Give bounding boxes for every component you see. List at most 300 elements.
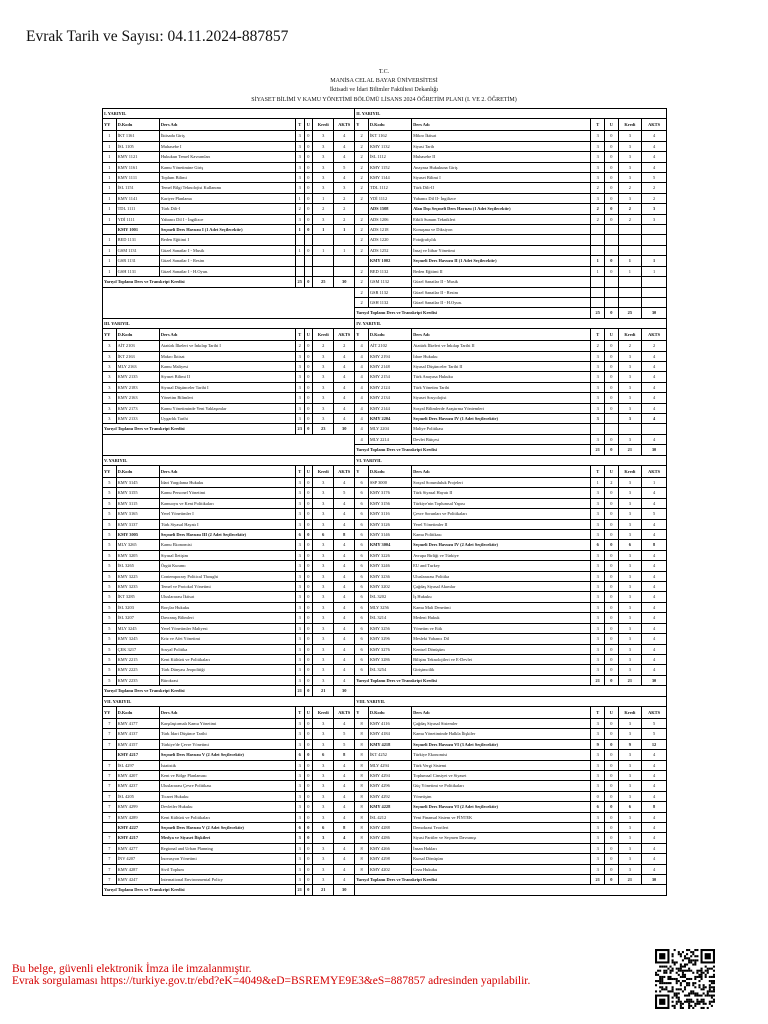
course-semester xyxy=(103,823,117,833)
course-row xyxy=(103,729,667,739)
course-practice: 0 xyxy=(605,183,619,193)
semester-total-value: 0 xyxy=(605,675,619,685)
course-row xyxy=(103,277,667,287)
course-semester: 5 xyxy=(103,561,117,571)
course-code: GSH 1132 xyxy=(368,297,411,307)
course-semester: 2 xyxy=(355,277,369,287)
course-name: Yönetim ve Etik xyxy=(412,623,591,633)
course-code: GSM 1131 xyxy=(116,245,159,255)
course-practice: 0 xyxy=(304,561,313,571)
course-practice: 0 xyxy=(605,509,619,519)
course-row xyxy=(103,403,667,413)
course-practice: 0 xyxy=(605,602,619,612)
course-code: KMY 2225 xyxy=(116,665,159,675)
course-code: ADS 1508 xyxy=(368,204,411,214)
course-theory: 3 xyxy=(591,592,605,602)
course-name: Mesleki Yabancı Dil xyxy=(412,634,591,644)
course-ects: 4 xyxy=(642,770,667,780)
course-code: İKT 2163 xyxy=(116,351,159,361)
empty-cell xyxy=(103,287,117,297)
course-row xyxy=(103,885,667,895)
semester-total-label: Yarıyıl Toplamı Ders ve Transkript Kredisi xyxy=(103,277,296,287)
column-header: AKTS xyxy=(642,706,667,718)
course-code: KMY 3205 xyxy=(116,550,159,560)
course-ects: 4 xyxy=(334,854,355,864)
course-row xyxy=(103,235,667,245)
semester-title-row xyxy=(103,109,667,119)
course-practice: 0 xyxy=(304,478,313,488)
course-practice: 0 xyxy=(304,613,313,623)
course-theory: 1 xyxy=(591,478,605,488)
course-semester: 5 xyxy=(103,571,117,581)
course-semester: 8 xyxy=(355,718,369,728)
course-theory: 9 xyxy=(591,739,605,749)
course-practice: 0 xyxy=(605,393,619,403)
course-row xyxy=(103,193,667,203)
empty-cell xyxy=(334,308,355,318)
course-theory: 3 xyxy=(295,875,304,885)
course-semester: 8 xyxy=(355,854,369,864)
course-code: İSL 1112 xyxy=(368,152,411,162)
course-theory: 3 xyxy=(295,613,304,623)
semester-total-value: 30 xyxy=(334,424,355,434)
course-credit xyxy=(618,235,641,245)
course-code: MLY 3256 xyxy=(368,602,411,612)
course-code: KMY 3155 xyxy=(116,488,159,498)
empty-cell xyxy=(159,308,295,318)
semester-total-value: 23 xyxy=(295,424,304,434)
semester-total-value: 21 xyxy=(591,875,605,885)
course-name: Yerel Yönetimler II xyxy=(412,519,591,529)
empty-cell xyxy=(313,445,334,455)
course-ects: 4 xyxy=(642,654,667,664)
course-practice: 0 xyxy=(605,498,619,508)
course-practice: 0 xyxy=(304,540,313,550)
course-row xyxy=(103,750,667,760)
course-practice: 0 xyxy=(304,843,313,853)
course-theory: 3 xyxy=(591,864,605,874)
course-semester: 6 xyxy=(355,519,369,529)
course-code: KMY 3137 xyxy=(116,519,159,529)
course-row xyxy=(103,812,667,822)
empty-cell xyxy=(159,445,295,455)
empty-cell xyxy=(159,297,295,307)
course-semester: 6 xyxy=(355,582,369,592)
course-name: Seçmeli Ders Havuzu IV (1 Adet Seçilecektir) xyxy=(412,413,591,423)
course-credit: 3 xyxy=(313,214,334,224)
header-tc: T.C. xyxy=(378,69,390,75)
course-ects: 4 xyxy=(334,498,355,508)
course-ects xyxy=(642,297,667,307)
column-header-row xyxy=(103,329,667,341)
course-credit: 3 xyxy=(618,843,641,853)
course-credit: 3 xyxy=(313,781,334,791)
semester-total-value: 30 xyxy=(642,308,667,318)
course-practice: 0 xyxy=(304,592,313,602)
course-semester: 1 xyxy=(103,266,117,276)
course-practice xyxy=(304,256,313,266)
course-credit: 3 xyxy=(313,131,334,141)
course-credit: 3 xyxy=(313,812,334,822)
course-name: Türk Dili-II xyxy=(412,183,591,193)
course-credit: 6 xyxy=(313,750,334,760)
course-ects: 4 xyxy=(642,530,667,540)
course-ects: 4 xyxy=(334,173,355,183)
column-header: U xyxy=(304,466,313,478)
course-row xyxy=(103,297,667,307)
course-row xyxy=(103,864,667,874)
course-name: Siyasal Düşünceler Tarihi II xyxy=(412,361,591,371)
course-code: ADS 1206 xyxy=(368,214,411,224)
course-practice: 0 xyxy=(304,351,313,361)
empty-cell xyxy=(334,445,355,455)
course-row xyxy=(103,540,667,550)
course-practice: 0 xyxy=(605,718,619,728)
course-ects: 4 xyxy=(642,361,667,371)
course-row xyxy=(103,445,667,455)
course-practice: 0 xyxy=(605,833,619,843)
course-ects xyxy=(334,256,355,266)
course-theory: 3 xyxy=(295,665,304,675)
column-header: AKTS xyxy=(334,119,355,131)
course-ects: 4 xyxy=(334,141,355,151)
course-semester: 1 xyxy=(103,173,117,183)
course-row xyxy=(103,424,667,434)
empty-cell xyxy=(355,885,369,895)
semester-title: VI. YARIYIL xyxy=(355,455,667,465)
semester-total-value: 0 xyxy=(304,885,313,895)
course-practice: 0 xyxy=(605,162,619,172)
course-name: Kariyer Planlama xyxy=(159,193,295,203)
course-code: KMY 1161 xyxy=(116,162,159,172)
course-semester: 5 xyxy=(103,478,117,488)
course-semester: 3 xyxy=(103,341,117,351)
course-code: İSL 1151 xyxy=(116,183,159,193)
course-practice: 0 xyxy=(605,488,619,498)
course-code: İSL 4212 xyxy=(368,812,411,822)
course-ects: 4 xyxy=(334,540,355,550)
semester-total-label: Yarıyıl Toplamı Ders ve Transkript Kredisi xyxy=(103,424,296,434)
course-theory: 2 xyxy=(591,341,605,351)
semester-total-value: 25 xyxy=(313,277,334,287)
course-credit: 1 xyxy=(313,193,334,203)
course-ects: 4 xyxy=(642,812,667,822)
column-header: Kredi xyxy=(313,329,334,341)
course-credit: 3 xyxy=(313,478,334,488)
course-name: Sosyal Bilimlerde Araştırma Yöntemleri xyxy=(412,403,591,413)
course-theory: 2 xyxy=(591,214,605,224)
course-name: Kamu Yönetiminde Halkla İlişkiler xyxy=(412,729,591,739)
course-semester: 7 xyxy=(103,739,117,749)
course-credit: 3 xyxy=(313,361,334,371)
course-code: KMY 4287 xyxy=(116,864,159,874)
course-practice: 0 xyxy=(304,152,313,162)
course-credit: 3 xyxy=(618,434,641,444)
course-name: İnsaj ve İtibar Yönetimi xyxy=(412,245,591,255)
course-theory: 3 xyxy=(295,540,304,550)
column-header: Y xyxy=(355,329,369,341)
course-code: KMY 2204 xyxy=(368,413,411,423)
course-practice: 0 xyxy=(304,382,313,392)
course-credit: 3 xyxy=(618,131,641,141)
course-theory: 1 xyxy=(591,266,605,276)
course-name: Seçmeli Ders Havuzu II (1 Adet Seçilecektir) xyxy=(412,256,591,266)
course-credit: 3 xyxy=(313,602,334,612)
course-credit: 3 xyxy=(313,791,334,801)
course-semester: 4 xyxy=(355,434,369,444)
course-practice: 0 xyxy=(605,812,619,822)
course-name: Yabancı Dil II- İngilizce xyxy=(412,193,591,203)
course-name: Siyaset Sosyolojisi xyxy=(412,393,591,403)
course-semester: 7 xyxy=(103,770,117,780)
course-credit: 3 xyxy=(313,162,334,172)
course-ects: 4 xyxy=(334,864,355,874)
course-semester: 3 xyxy=(103,361,117,371)
course-credit: 3 xyxy=(313,519,334,529)
course-ects xyxy=(334,266,355,276)
semester-total-value: 0 xyxy=(605,875,619,885)
course-credit: 3 xyxy=(313,582,334,592)
course-row xyxy=(103,802,667,812)
course-row xyxy=(103,571,667,581)
course-ects: 4 xyxy=(334,781,355,791)
course-credit: 3 xyxy=(618,488,641,498)
course-code: İSL 3203 xyxy=(116,602,159,612)
course-practice: 0 xyxy=(605,214,619,224)
course-theory xyxy=(591,287,605,297)
course-row xyxy=(103,770,667,780)
course-code: BED 1132 xyxy=(368,266,411,276)
footer-signature-note: Bu belge, güvenli elektronik İmza ile imzalanmıştır. xyxy=(12,963,252,975)
course-name: Güç Yönetimi ve Politikaları xyxy=(412,781,591,791)
course-row xyxy=(103,623,667,633)
course-credit: 3 xyxy=(313,173,334,183)
course-theory: 6 xyxy=(295,750,304,760)
course-theory: 3 xyxy=(591,193,605,203)
course-credit: 3 xyxy=(618,193,641,203)
course-theory: 2 xyxy=(295,204,304,214)
course-practice: 0 xyxy=(304,833,313,843)
course-name: Kent ve Bölge Planlaması xyxy=(159,770,295,780)
course-credit: 3 xyxy=(313,644,334,654)
course-row xyxy=(103,675,667,685)
course-ects: 2 xyxy=(642,183,667,193)
column-header: U xyxy=(304,329,313,341)
course-credit: 3 xyxy=(618,152,641,162)
column-header: T xyxy=(591,119,605,131)
course-credit: 3 xyxy=(618,141,641,151)
course-practice xyxy=(605,245,619,255)
course-practice: 0 xyxy=(605,204,619,214)
course-ects: 4 xyxy=(642,372,667,382)
course-practice: 0 xyxy=(605,131,619,141)
course-practice: 0 xyxy=(605,266,619,276)
course-ects: 4 xyxy=(642,864,667,874)
course-practice: 0 xyxy=(304,875,313,885)
course-code: KMY 3236 xyxy=(368,571,411,581)
course-theory: 3 xyxy=(295,739,304,749)
course-semester: 3 xyxy=(103,413,117,423)
course-credit: 3 xyxy=(618,509,641,519)
course-name: Uluslararası İktisat xyxy=(159,592,295,602)
column-header: T xyxy=(591,329,605,341)
course-code: MLY 4294 xyxy=(368,760,411,770)
course-credit: 3 xyxy=(618,823,641,833)
course-name: İdare Hukuku xyxy=(412,351,591,361)
course-practice: 0 xyxy=(304,173,313,183)
course-credit: 3 xyxy=(618,760,641,770)
course-code: KMY 1152 xyxy=(368,162,411,172)
course-ects: 4 xyxy=(642,141,667,151)
course-practice: 0 xyxy=(605,729,619,739)
course-practice: 0 xyxy=(605,530,619,540)
empty-cell xyxy=(304,308,313,318)
course-credit: 1 xyxy=(618,266,641,276)
course-practice xyxy=(605,277,619,287)
course-semester: 1 xyxy=(103,235,117,245)
empty-cell xyxy=(159,287,295,297)
course-credit: 3 xyxy=(313,833,334,843)
course-code: KMY 4228 xyxy=(368,802,411,812)
course-ects: 4 xyxy=(334,875,355,885)
course-practice: 0 xyxy=(605,341,619,351)
course-semester: 4 xyxy=(355,424,369,434)
empty-cell xyxy=(642,686,667,696)
course-practice: 0 xyxy=(304,498,313,508)
course-ects: 4 xyxy=(334,675,355,685)
course-semester: 6 xyxy=(355,592,369,602)
course-practice: 0 xyxy=(605,173,619,183)
course-credit: 3 xyxy=(618,561,641,571)
column-header: Y xyxy=(355,466,369,478)
course-credit: 3 xyxy=(618,351,641,361)
course-row xyxy=(103,843,667,853)
semester-title-row xyxy=(103,318,667,328)
semester-total-value: 0 xyxy=(304,277,313,287)
course-code: İKT 1161 xyxy=(116,131,159,141)
course-code: KMY 3286 xyxy=(368,654,411,664)
course-name: Konuşma ve Diksiyon xyxy=(412,225,591,235)
course-row xyxy=(103,413,667,423)
course-theory: 6 xyxy=(295,823,304,833)
course-row xyxy=(103,760,667,770)
semester-total-value: 21 xyxy=(295,686,304,696)
course-credit: 3 xyxy=(313,718,334,728)
course-practice: 0 xyxy=(605,519,619,529)
course-row xyxy=(103,530,667,540)
course-name: Mikro İktisat xyxy=(412,131,591,141)
course-credit: 3 xyxy=(618,592,641,602)
course-row xyxy=(103,393,667,403)
course-ects: 4 xyxy=(642,519,667,529)
course-code: KMY 3145 xyxy=(116,478,159,488)
course-name: Güzel Sanatlar I - Resim xyxy=(159,256,295,266)
course-ects: 8 xyxy=(642,802,667,812)
course-practice: 0 xyxy=(304,812,313,822)
empty-cell xyxy=(313,434,334,444)
course-credit: 3 xyxy=(618,162,641,172)
course-semester: 8 xyxy=(355,750,369,760)
course-row xyxy=(103,592,667,602)
course-theory xyxy=(591,424,605,434)
course-practice: 0 xyxy=(304,729,313,739)
course-semester: 2 xyxy=(355,193,369,203)
course-practice: 0 xyxy=(304,760,313,770)
course-practice: 0 xyxy=(605,802,619,812)
course-practice: 0 xyxy=(605,193,619,203)
course-practice: 0 xyxy=(605,864,619,874)
course-ects: 4 xyxy=(642,665,667,675)
course-semester: 8 xyxy=(355,791,369,801)
semester-total-value: 30 xyxy=(334,686,355,696)
semester-total-value: 21 xyxy=(618,875,641,885)
course-theory: 3 xyxy=(591,382,605,392)
course-semester: 4 xyxy=(355,351,369,361)
course-semester: 7 xyxy=(103,833,117,843)
course-ects: 4 xyxy=(334,582,355,592)
course-credit: 3 xyxy=(618,613,641,623)
course-ects: 4 xyxy=(334,791,355,801)
course-semester: 5 xyxy=(103,519,117,529)
course-ects: 4 xyxy=(642,781,667,791)
course-row xyxy=(103,644,667,654)
course-practice: 0 xyxy=(605,152,619,162)
course-code: KMY 2148 xyxy=(368,361,411,371)
column-header: Ders Adı xyxy=(412,119,591,131)
course-theory: 3 xyxy=(295,654,304,664)
course-practice: 0 xyxy=(304,802,313,812)
course-code: KMY 4217 xyxy=(116,833,159,843)
course-ects: 4 xyxy=(334,478,355,488)
course-code: ÇEK 3217 xyxy=(116,644,159,654)
course-code: İKT 3285 xyxy=(116,592,159,602)
course-theory: 3 xyxy=(591,602,605,612)
course-row xyxy=(103,665,667,675)
course-ects: 3 xyxy=(642,214,667,224)
empty-cell xyxy=(355,686,369,696)
course-theory: 3 xyxy=(295,561,304,571)
course-code: ADS 1220 xyxy=(368,235,411,245)
course-ects xyxy=(642,225,667,235)
course-theory: 3 xyxy=(591,162,605,172)
header-faculty: İktisadi ve İdari Bilimler Fakültesi Dekanlığı xyxy=(329,87,439,93)
course-credit xyxy=(618,287,641,297)
course-row xyxy=(103,372,667,382)
course-theory: 3 xyxy=(591,665,605,675)
course-credit: 3 xyxy=(618,413,641,423)
course-code: KMY 1132 xyxy=(368,141,411,151)
course-name: Kamu Ekonomisi xyxy=(159,540,295,550)
course-credit: 3 xyxy=(618,833,641,843)
course-semester: 5 xyxy=(103,613,117,623)
course-name: Seçmeli Ders Havuzu I (1 Adet Seçilecektir) xyxy=(159,225,295,235)
course-code: KMY 2215 xyxy=(116,654,159,664)
course-theory: 3 xyxy=(295,478,304,488)
course-code: KMY 3176 xyxy=(368,488,411,498)
course-practice: 0 xyxy=(304,361,313,371)
course-practice: 0 xyxy=(605,644,619,654)
course-ects: 2 xyxy=(334,204,355,214)
course-code: KMY 4116 xyxy=(368,718,411,728)
course-code: KMY 4217 xyxy=(116,750,159,760)
course-semester: 1 xyxy=(103,183,117,193)
course-ects: 5 xyxy=(334,162,355,172)
footer-verification-link[interactable]: Evrak sorgulaması https://turkiye.gov.tr/ebd?eK=4049&eD=BSREMYE9E3&eS=887857 adresinden yapılabilir. xyxy=(12,975,531,987)
course-ects: 12 xyxy=(642,739,667,749)
column-header: U xyxy=(605,466,619,478)
course-practice: 2 xyxy=(605,478,619,488)
course-name: Kamu Yönetiminde Yeni Yaklaşımlar xyxy=(159,403,295,413)
